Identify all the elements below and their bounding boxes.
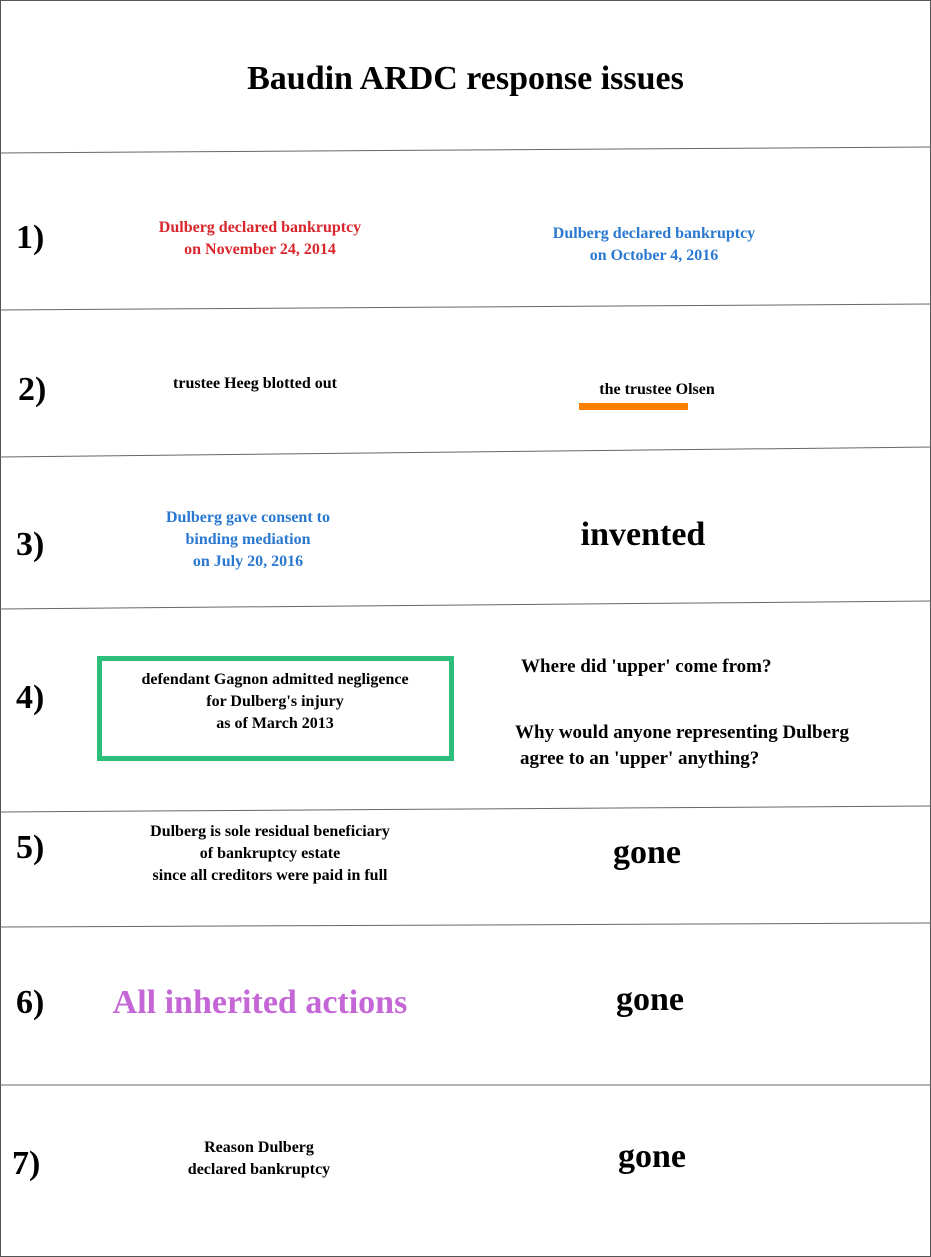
- row-4-left-line-3: as of March 2013: [216, 715, 334, 732]
- row-1-right-line-2: on October 4, 2016: [589, 247, 719, 264]
- divider-5: [0, 806, 931, 812]
- row-5-left-text: [110, 821, 430, 887]
- row-7-right-text: [502, 1134, 802, 1180]
- row-2-left-line-1: trustee Heeg blotted out: [173, 375, 337, 392]
- row-4-right-question-1: Where did 'upper' come from?: [521, 656, 772, 677]
- row-7-left-text: [109, 1137, 409, 1181]
- row-2-right-text: [507, 379, 807, 401]
- divider-4: [0, 601, 931, 609]
- row-1-right-line-1: Dulberg declared bankruptcy: [552, 225, 756, 242]
- row-7-number: 7): [12, 1145, 41, 1182]
- row-3-right-line-1: invented: [580, 516, 706, 553]
- divider-3: [0, 447, 931, 457]
- orange-underline: [579, 403, 688, 410]
- row-6-left-line-1: All inherited actions: [112, 984, 408, 1021]
- row-7-left-line-1: Reason Dulberg: [204, 1139, 314, 1156]
- row-3-right-text: [493, 512, 793, 558]
- row-5-left-line-2: of bankruptcy estate: [199, 845, 341, 862]
- row-3-left-line-1: Dulberg gave consent to: [166, 509, 330, 526]
- row-3-left-text: [98, 507, 398, 573]
- row-7-left-line-2: declared bankruptcy: [187, 1161, 331, 1178]
- row-5-left-line-1: Dulberg is sole residual beneficiary: [150, 823, 390, 840]
- row-2-left-text: [105, 373, 405, 395]
- row-3-left-line-3: on July 20, 2016: [192, 553, 304, 570]
- page-title: Baudin ARDC response issues: [247, 60, 684, 97]
- row-1-number: 1): [16, 219, 45, 256]
- row-4-number: 4): [16, 679, 45, 716]
- row-5-right-line-1: gone: [613, 834, 681, 871]
- row-5-left-line-3: since all creditors were paid in full: [152, 867, 388, 884]
- divider-1: [0, 147, 931, 153]
- divider-6: [0, 923, 931, 927]
- row-4-left-text: [105, 669, 445, 735]
- row-4-left-line-2: for Dulberg's injury: [206, 693, 344, 710]
- row-6-right-text: [500, 977, 800, 1023]
- row-3-number: 3): [16, 526, 45, 563]
- row-3-left-line-2: binding mediation: [185, 531, 311, 548]
- row-4-right-question-2: Why would anyone representing Dulberg: [515, 722, 849, 743]
- row-5-number: 5): [16, 829, 45, 866]
- row-7-right-line-1: gone: [618, 1138, 686, 1175]
- row-6-number: 6): [16, 984, 45, 1021]
- row-1-left-text: [110, 217, 410, 261]
- row-6-right-line-1: gone: [616, 981, 684, 1018]
- divider-2: [0, 304, 931, 310]
- row-6-left-text: [60, 980, 460, 1026]
- row-2-number: 2): [18, 371, 47, 408]
- row-5-right-text: [497, 830, 797, 876]
- row-4-left-line-1: defendant Gagnon admitted negligence: [141, 671, 409, 688]
- row-4-right-question-3: agree to an 'upper' anything?: [520, 748, 760, 769]
- row-1-left-line-2: on November 24, 2014: [184, 241, 336, 258]
- row-2-right-line-1: the trustee Olsen: [599, 381, 715, 398]
- row-1-left-line-1: Dulberg declared bankruptcy: [158, 219, 362, 236]
- row-1-right-text: [504, 223, 804, 267]
